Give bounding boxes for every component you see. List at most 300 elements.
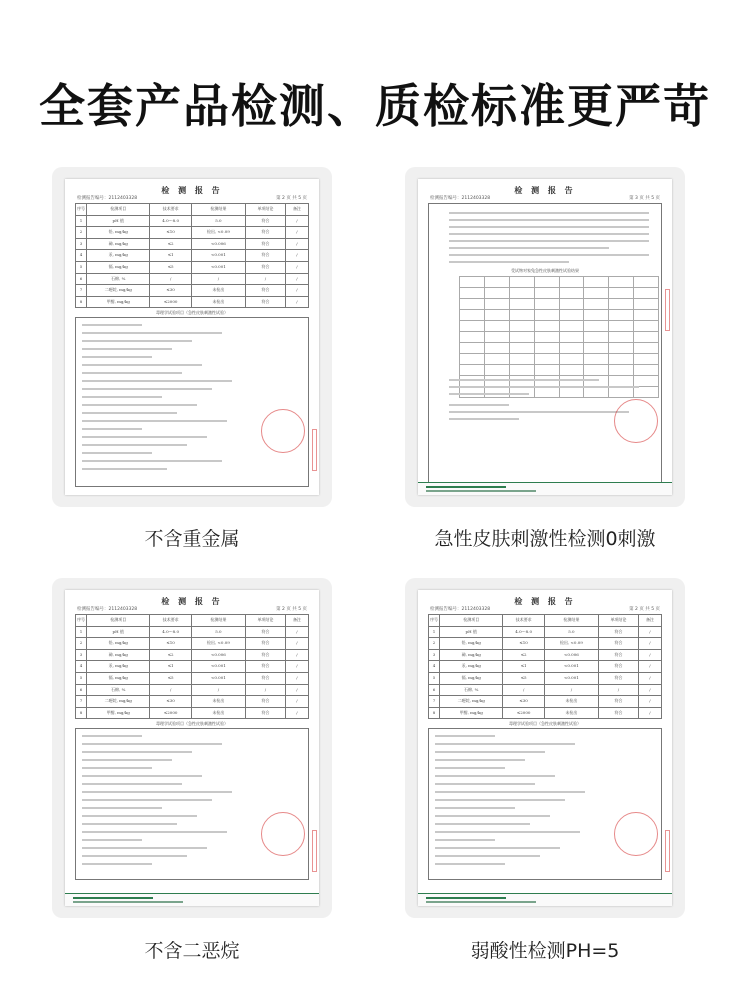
caption-heavy-metals: 不含重金属 <box>144 528 240 550</box>
table-cell: / <box>246 684 286 696</box>
table-cell: 检出, <0.09 <box>191 638 245 650</box>
table-row <box>76 672 309 684</box>
table-cell: / <box>503 684 544 696</box>
table-cell: 砷, mg/kg <box>87 238 150 250</box>
text-line <box>449 226 649 228</box>
report-title: 检 测 报 告 <box>161 185 223 195</box>
caption-ph: 弱酸性检测PH=5 <box>470 940 620 962</box>
text-line <box>82 751 192 753</box>
table-cell: / <box>638 626 661 638</box>
method-section <box>428 721 662 880</box>
table-cell: / <box>191 684 245 696</box>
table-cell: ≤2 <box>150 649 191 661</box>
table-cell: / <box>285 238 308 250</box>
edge-seal-stamp <box>312 429 317 471</box>
table-cell: 检出, <0.09 <box>191 227 245 239</box>
table-cell: 符合 <box>246 250 286 262</box>
text-line <box>82 332 222 334</box>
text-line <box>435 775 555 777</box>
text-line <box>435 855 540 857</box>
table-cell: 符合 <box>599 661 639 673</box>
table-cell: ≤30 <box>503 696 544 708</box>
table-cell: ≤2 <box>503 649 544 661</box>
table-cell: 1 <box>76 215 87 227</box>
text-line <box>82 380 232 382</box>
table-cell: 7 <box>76 696 87 708</box>
table-cell: 4 <box>76 661 87 673</box>
text-line <box>449 404 509 406</box>
text-line <box>82 324 142 326</box>
text-line <box>82 759 172 761</box>
table-cell: 符合 <box>246 227 286 239</box>
table-cell: / <box>285 638 308 650</box>
table-cell: ≤1 <box>150 250 191 262</box>
report-number: 检测报告编号：2112403328 <box>77 607 138 612</box>
table-cell: 7 <box>76 285 87 297</box>
text-line <box>449 386 639 388</box>
table-header-row <box>76 204 309 216</box>
report-title: 检 测 报 告 <box>161 596 223 606</box>
text-line <box>82 396 162 398</box>
text-line <box>82 364 202 366</box>
text-line <box>82 863 152 865</box>
red-seal-stamp <box>261 812 305 856</box>
table-cell: 汞, mg/kg <box>87 661 150 673</box>
table-cell: 甲醇, mg/kg <box>440 707 503 719</box>
table-cell: ≤1 <box>503 661 544 673</box>
text-line <box>449 261 569 263</box>
table-cell: ≤2000 <box>503 707 544 719</box>
table-cell: / <box>246 273 286 285</box>
table-header: 单项结论 <box>246 615 286 627</box>
text-line <box>82 743 222 745</box>
table-cell: ≤30 <box>150 285 191 297</box>
text-line <box>82 404 197 406</box>
report-document <box>418 179 672 495</box>
report-meta <box>77 606 307 612</box>
table-cell: 4.0～8.0 <box>503 626 544 638</box>
table-row <box>76 227 309 239</box>
table-row <box>76 250 309 262</box>
report-card-dioxane <box>52 578 332 918</box>
text-line <box>82 428 142 430</box>
text-line <box>435 767 505 769</box>
table-row <box>429 661 662 673</box>
text-line <box>82 372 182 374</box>
table-header-row <box>429 615 662 627</box>
table-cell: 8 <box>76 707 87 719</box>
table-cell: 符合 <box>599 672 639 684</box>
report-document <box>65 179 319 495</box>
table-cell: ≤1 <box>150 661 191 673</box>
text-line <box>82 767 152 769</box>
table-header: 技术要求 <box>503 615 544 627</box>
table-row <box>76 684 309 696</box>
table-cell: 镉, mg/kg <box>440 672 503 684</box>
table-cell: 甲醇, mg/kg <box>87 707 150 719</box>
text-line <box>82 735 142 737</box>
text-line <box>435 743 575 745</box>
results-table <box>428 614 662 719</box>
table-cell: 3 <box>429 649 440 661</box>
table-cell: / <box>285 273 308 285</box>
table-cell: 6 <box>76 273 87 285</box>
text-line <box>435 839 495 841</box>
text-line <box>435 847 560 849</box>
table-cell: / <box>638 661 661 673</box>
table-cell: 铅, mg/kg <box>87 638 150 650</box>
table-cell: 石棉, % <box>440 684 503 696</box>
text-line <box>449 240 649 242</box>
table-header: 备注 <box>285 615 308 627</box>
table-cell: 符合 <box>246 661 286 673</box>
table-cell: 5 <box>76 261 87 273</box>
table-cell: / <box>638 638 661 650</box>
method-section <box>75 310 309 487</box>
table-cell: ≤2 <box>150 238 191 250</box>
table-cell: / <box>599 684 639 696</box>
text-line <box>449 219 649 221</box>
table-row <box>76 638 309 650</box>
table-cell: / <box>285 672 308 684</box>
method-title: 毒理学试验项目（急性皮肤刺激性试验） <box>509 721 581 726</box>
report-title: 检 测 报 告 <box>514 185 576 195</box>
report-number: 检测报告编号：2112403328 <box>430 607 491 612</box>
text-line <box>435 791 585 793</box>
table-cell: / <box>285 684 308 696</box>
method-title: 毒理学试验项目（急性皮肤刺激性试验） <box>156 721 228 726</box>
report-number: 检测报告编号：2112403328 <box>430 196 491 201</box>
text-line <box>82 412 177 414</box>
table-cell: / <box>285 261 308 273</box>
table-cell: 3 <box>76 649 87 661</box>
method-title: 受试物对家兔急性皮肤刺激性试验结果 <box>511 268 579 273</box>
text-line <box>82 356 152 358</box>
table-row <box>429 649 662 661</box>
method-title: 毒理学试验项目（急性皮肤刺激性试验） <box>156 310 228 315</box>
report-page: 第 3 页 共 5 页 <box>629 196 660 201</box>
table-header: 检测项目 <box>440 615 503 627</box>
text-line <box>435 823 530 825</box>
table-cell: <0.006 <box>191 649 245 661</box>
table-cell: ≤2000 <box>150 707 191 719</box>
results-table <box>75 614 309 719</box>
text-line <box>82 468 167 470</box>
page-headline: 全套产品检测、质检标准更严苛 <box>39 79 711 133</box>
table-cell: / <box>638 672 661 684</box>
table-header: 检测结果 <box>544 615 598 627</box>
table-cell: 6 <box>76 684 87 696</box>
edge-seal-stamp <box>665 289 670 331</box>
table-cell: ≤5 <box>150 672 191 684</box>
table-row <box>76 626 309 638</box>
table-cell: 二噁烷, mg/kg <box>440 696 503 708</box>
text-line <box>82 460 222 462</box>
table-cell: / <box>285 696 308 708</box>
table-header: 序号 <box>76 615 87 627</box>
results-table <box>75 203 309 308</box>
report-title: 检 测 报 告 <box>514 596 576 606</box>
report-meta <box>430 195 660 201</box>
report-card-skin-irritation <box>405 167 685 507</box>
report-document <box>65 590 319 906</box>
table-cell: / <box>285 661 308 673</box>
report-footer <box>418 482 672 495</box>
table-cell: 符合 <box>246 285 286 297</box>
table-cell: 4.0～8.0 <box>150 215 191 227</box>
table-cell: 5 <box>429 672 440 684</box>
edge-seal-stamp <box>312 830 317 872</box>
table-cell: ≤30 <box>150 696 191 708</box>
table-cell: / <box>191 273 245 285</box>
table-cell: <0.006 <box>544 649 598 661</box>
text-line <box>449 212 649 214</box>
text-line <box>82 348 172 350</box>
caption-dioxane: 不含二恶烷 <box>144 940 240 962</box>
text-line <box>82 855 187 857</box>
table-cell: 2 <box>76 638 87 650</box>
table-cell: 检出, <0.09 <box>544 638 598 650</box>
table-cell: 未检出 <box>544 696 598 708</box>
table-cell: 4.0～8.0 <box>150 626 191 638</box>
text-line <box>82 839 142 841</box>
table-cell: <0.001 <box>191 261 245 273</box>
text-line <box>435 863 505 865</box>
text-line <box>82 807 162 809</box>
table-cell: 未检出 <box>191 296 245 308</box>
table-cell: 7 <box>429 696 440 708</box>
table-cell: ≤2000 <box>150 296 191 308</box>
table-row <box>76 696 309 708</box>
table-cell: / <box>285 227 308 239</box>
table-header: 技术要求 <box>150 615 191 627</box>
table-cell: 砷, mg/kg <box>440 649 503 661</box>
table-cell: 汞, mg/kg <box>87 250 150 262</box>
text-line <box>82 799 212 801</box>
table-cell: ≤5 <box>503 672 544 684</box>
table-cell: 铅, mg/kg <box>87 227 150 239</box>
table-cell: 8 <box>76 296 87 308</box>
table-cell: 1 <box>76 626 87 638</box>
report-footer <box>65 893 319 906</box>
table-row <box>76 707 309 719</box>
text-line <box>449 233 649 235</box>
table-cell: ≤10 <box>150 638 191 650</box>
text-line <box>449 379 599 381</box>
report-meta <box>77 195 307 201</box>
table-cell: / <box>285 296 308 308</box>
text-line <box>449 393 529 395</box>
table-cell: 二噁烷, mg/kg <box>87 696 150 708</box>
report-page: 第 2 页 共 5 页 <box>629 607 660 612</box>
table-cell: 符合 <box>599 649 639 661</box>
table-cell: 5.0 <box>544 626 598 638</box>
table-cell: 5.0 <box>191 626 245 638</box>
report-document <box>418 590 672 906</box>
table-cell: 符合 <box>246 296 286 308</box>
table-cell: 石棉, % <box>87 684 150 696</box>
method-section <box>75 721 309 880</box>
table-cell: pH 值 <box>87 215 150 227</box>
table-row <box>76 649 309 661</box>
table-row <box>76 261 309 273</box>
table-cell: 符合 <box>599 626 639 638</box>
table-row <box>429 707 662 719</box>
table-row <box>76 661 309 673</box>
table-cell: 符合 <box>599 638 639 650</box>
table-cell: <0.006 <box>191 238 245 250</box>
text-line <box>82 831 227 833</box>
edge-seal-stamp <box>665 830 670 872</box>
table-header: 检测项目 <box>87 615 150 627</box>
table-cell: ≤10 <box>150 227 191 239</box>
table-cell: 3 <box>76 238 87 250</box>
text-line <box>435 799 565 801</box>
table-cell: 镉, mg/kg <box>87 261 150 273</box>
table-cell: / <box>150 273 191 285</box>
table-header-row <box>76 615 309 627</box>
table-header: 单项结论 <box>599 615 639 627</box>
table-row <box>429 672 662 684</box>
text-line <box>435 831 580 833</box>
table-cell: 1 <box>429 626 440 638</box>
text-line <box>82 420 227 422</box>
table-cell: 镉, mg/kg <box>87 672 150 684</box>
table-row <box>76 215 309 227</box>
table-cell: ≤10 <box>503 638 544 650</box>
table-cell: ≤5 <box>150 261 191 273</box>
table-cell: / <box>285 707 308 719</box>
table-cell: pH 值 <box>440 626 503 638</box>
table-row <box>76 285 309 297</box>
table-cell: 5.0 <box>191 215 245 227</box>
table-cell: 石棉, % <box>87 273 150 285</box>
report-footer <box>418 893 672 906</box>
table-cell: 砷, mg/kg <box>87 649 150 661</box>
table-cell: / <box>638 649 661 661</box>
table-cell: / <box>638 696 661 708</box>
table-header: 备注 <box>638 615 661 627</box>
text-line <box>82 340 192 342</box>
table-cell: pH 值 <box>87 626 150 638</box>
report-card-ph <box>405 578 685 918</box>
table-cell: 符合 <box>246 638 286 650</box>
text-line <box>82 791 232 793</box>
text-line <box>449 418 519 420</box>
table-cell: / <box>544 684 598 696</box>
red-seal-stamp <box>261 409 305 453</box>
table-header: 检测结果 <box>191 204 245 216</box>
table-cell: 符合 <box>599 696 639 708</box>
text-line <box>449 411 629 413</box>
text-line <box>82 436 207 438</box>
red-seal-stamp <box>614 399 658 443</box>
table-cell: 符合 <box>599 707 639 719</box>
text-line <box>82 823 177 825</box>
text-line <box>435 815 550 817</box>
report-number: 检测报告编号：2112403328 <box>77 196 138 201</box>
table-header: 技术要求 <box>150 204 191 216</box>
table-cell: 未检出 <box>544 707 598 719</box>
table-cell: 2 <box>76 227 87 239</box>
text-line <box>435 807 515 809</box>
text-line <box>435 783 535 785</box>
table-cell: 符合 <box>246 672 286 684</box>
table-cell: 未检出 <box>191 696 245 708</box>
caption-skin-irritation: 急性皮肤刺激性检测0刺激 <box>434 528 656 550</box>
table-row <box>76 238 309 250</box>
text-line <box>82 444 187 446</box>
table-cell: / <box>638 707 661 719</box>
table-cell: <0.001 <box>544 661 598 673</box>
table-row <box>429 696 662 708</box>
table-cell: / <box>638 684 661 696</box>
table-cell: / <box>285 250 308 262</box>
text-line <box>82 775 202 777</box>
table-cell: / <box>285 285 308 297</box>
text-line <box>82 452 152 454</box>
report-page: 第 2 页 共 5 页 <box>276 196 307 201</box>
table-header: 序号 <box>429 615 440 627</box>
table-cell: 符合 <box>246 261 286 273</box>
table-cell: 汞, mg/kg <box>440 661 503 673</box>
table-cell: / <box>285 215 308 227</box>
table-row <box>429 638 662 650</box>
table-cell: 未检出 <box>191 285 245 297</box>
table-cell: 甲醇, mg/kg <box>87 296 150 308</box>
table-header: 检测结果 <box>191 615 245 627</box>
report-card-heavy-metals <box>52 167 332 507</box>
table-cell: 符合 <box>246 238 286 250</box>
table-cell: 符合 <box>246 707 286 719</box>
table-header: 备注 <box>285 204 308 216</box>
text-line <box>435 735 495 737</box>
text-line <box>82 847 207 849</box>
table-cell: <0.001 <box>191 250 245 262</box>
table-row <box>76 273 309 285</box>
table-cell: 4 <box>429 661 440 673</box>
table-cell: / <box>285 649 308 661</box>
table-cell: 符合 <box>246 696 286 708</box>
text-line <box>82 783 182 785</box>
table-cell: / <box>150 684 191 696</box>
table-header: 检测项目 <box>87 204 150 216</box>
table-cell: 2 <box>429 638 440 650</box>
table-row <box>76 296 309 308</box>
table-header: 序号 <box>76 204 87 216</box>
table-cell: <0.001 <box>191 661 245 673</box>
table-row <box>429 626 662 638</box>
table-row <box>429 684 662 696</box>
red-seal-stamp <box>614 812 658 856</box>
report-meta <box>430 606 660 612</box>
table-cell: / <box>285 626 308 638</box>
table-cell: <0.001 <box>191 672 245 684</box>
table-cell: 6 <box>429 684 440 696</box>
text-line <box>449 247 609 249</box>
table-header: 单项结论 <box>246 204 286 216</box>
table-cell: 5 <box>76 672 87 684</box>
report-page: 第 2 页 共 5 页 <box>276 607 307 612</box>
table-cell: 4 <box>76 250 87 262</box>
table-cell: 二噁烷, mg/kg <box>87 285 150 297</box>
text-line <box>435 759 525 761</box>
table-cell: <0.001 <box>544 672 598 684</box>
table-cell: 8 <box>429 707 440 719</box>
table-cell: 符合 <box>246 649 286 661</box>
text-line <box>449 254 649 256</box>
table-cell: 符合 <box>246 626 286 638</box>
